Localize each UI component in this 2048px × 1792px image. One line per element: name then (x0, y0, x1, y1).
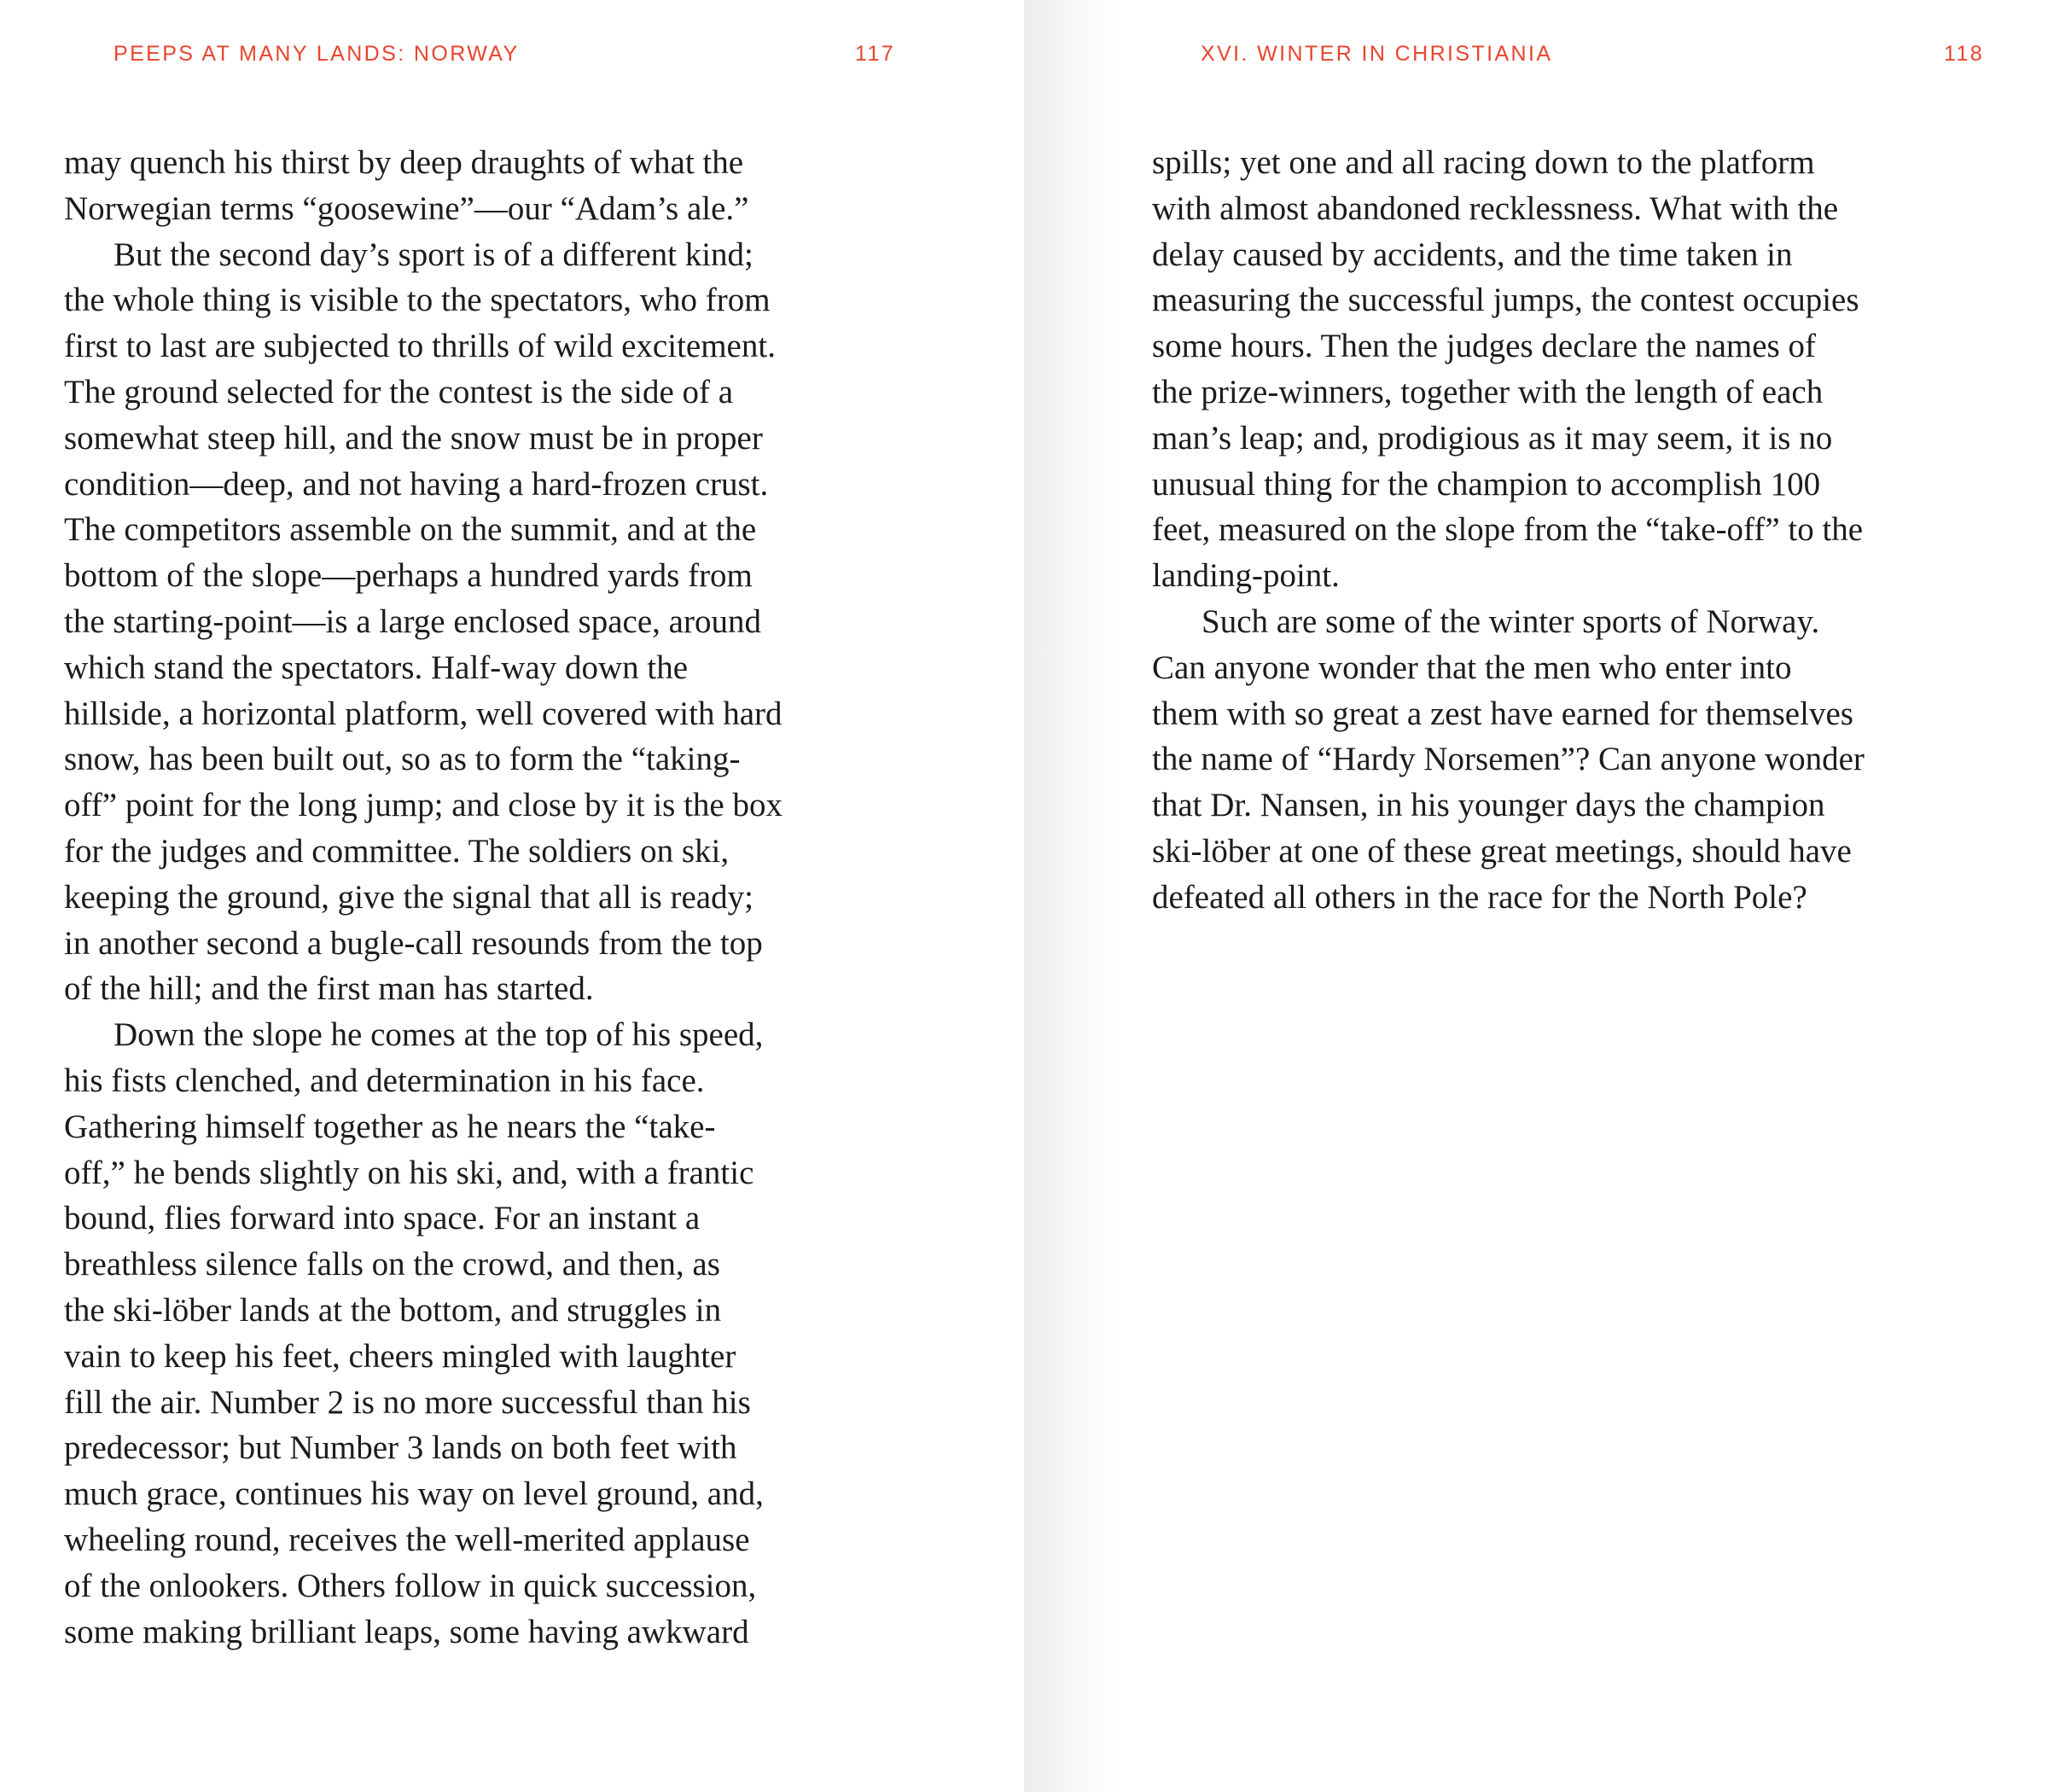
text-line: feet, measured on the slope from the “take-off” to the (1152, 511, 1864, 549)
text-line: Gathering himself together as he nears the “take- (64, 1108, 716, 1145)
text-line: The competitors assemble on the summit, and at the (64, 511, 757, 549)
text-line: some making brilliant leaps, some having awkward (64, 1613, 749, 1650)
text-line: delay caused by accidents, and the time taken in (1152, 236, 1793, 273)
text-line: breathless silence falls on the crowd, and then, as (64, 1246, 720, 1283)
text-line: his fists clenched, and determination in his face. (64, 1062, 705, 1099)
text-line: bottom of the slope—perhaps a hundred yards from (64, 557, 753, 595)
page-number: 117 (855, 42, 896, 66)
text-line: snow, has been built out, so as to form the “taking- (64, 741, 741, 778)
text-line: the whole thing is visible to the spectators, who from (64, 282, 771, 319)
text-line: The ground selected for the contest is the side of a (64, 373, 734, 410)
text-line: condition—deep, and not having a hard-frozen crust. (64, 465, 769, 503)
running-head-title: PEEPS AT MANY LANDS: NORWAY (113, 42, 520, 66)
text-line: some hours. Then the judges declare the names of (1152, 328, 1816, 365)
text-line: the name of “Hardy Norsemen”? Can anyone wonder (1152, 741, 1865, 778)
text-line: bound, flies forward into space. For an instant a (64, 1200, 701, 1237)
text-line: predecessor; but Number 3 lands on both feet with (64, 1429, 737, 1467)
text-line: measuring the successful jumps, the contest occupies (1152, 282, 1859, 319)
running-head-title: XVI. WINTER IN CHRISTIANIA (1201, 42, 1553, 66)
text-line: vain to keep his feet, cheers mingled with laughter (64, 1337, 736, 1375)
page-number: 118 (1944, 42, 1985, 66)
text-line: which stand the spectators. Half-way down the (64, 649, 689, 686)
text-line: the starting-point—is a large enclosed space, around (64, 602, 761, 640)
text-line: ski-löber at one of these great meetings, should have (1152, 832, 1852, 870)
text-line: unusual thing for the champion to accomplish 100 (1152, 465, 1821, 503)
text-line: wheeling round, receives the well-merited applause (64, 1521, 750, 1558)
text-line: much grace, continues his way on level ground, and, (64, 1475, 764, 1513)
text-line: the ski-löber lands at the bottom, and struggles in (64, 1291, 722, 1329)
text-line: defeated all others in the race for the North Pole? (1152, 878, 1807, 916)
text-line: the prize-winners, together with the length of each (1152, 373, 1824, 410)
text-line: spills; yet one and all racing down to the platform (1152, 144, 1815, 181)
text-line: them with so great a zest have earned for themselves (1152, 695, 1853, 732)
text-line: But the second day’s sport is of a different kind; (113, 236, 753, 273)
text-line: somewhat steep hill, and the snow must be in proper (64, 419, 763, 457)
text-line: keeping the ground, give the signal that all is ready; (64, 878, 753, 916)
text-line: Norwegian terms “goosewine”—our “Adam’s ale.” (64, 189, 749, 227)
text-line: in another second a bugle-call resounds from the top (64, 924, 763, 962)
text-line: first to last are subjected to thrills of wild excitement. (64, 328, 776, 365)
page-body-text (1152, 140, 2014, 921)
text-line: Down the slope he comes at the top of his speed, (113, 1016, 764, 1054)
text-line: may quench his thirst by deep draughts of what the (64, 144, 744, 181)
text-line: off” point for the long jump; and close by it is the box (64, 787, 783, 824)
text-line: landing-point. (1152, 557, 1340, 595)
text-line: Can anyone wonder that the men who enter into (1152, 649, 1792, 686)
text-line: off,” he bends slightly on his ski, and, with a frantic (64, 1154, 754, 1191)
page-body-text (64, 140, 917, 1655)
text-line: with almost abandoned recklessness. What with the (1152, 189, 1839, 227)
text-line: of the hill; and the first man has started. (64, 970, 594, 1008)
text-line: hillside, a horizontal platform, well covered with hard (64, 695, 783, 732)
gutter-shadow (1024, 0, 1118, 1792)
text-line: of the onlookers. Others follow in quick succession, (64, 1567, 757, 1604)
text-line: Such are some of the winter sports of Norway. (1201, 602, 1820, 640)
text-line: man’s leap; and, prodigious as it may seem, it is no (1152, 419, 1833, 457)
text-line: fill the air. Number 2 is no more successful than his (64, 1383, 751, 1421)
right-page (1024, 0, 2048, 1792)
text-line: that Dr. Nansen, in his younger days the champion (1152, 787, 1825, 824)
text-line: for the judges and committee. The soldiers on ski, (64, 832, 730, 870)
